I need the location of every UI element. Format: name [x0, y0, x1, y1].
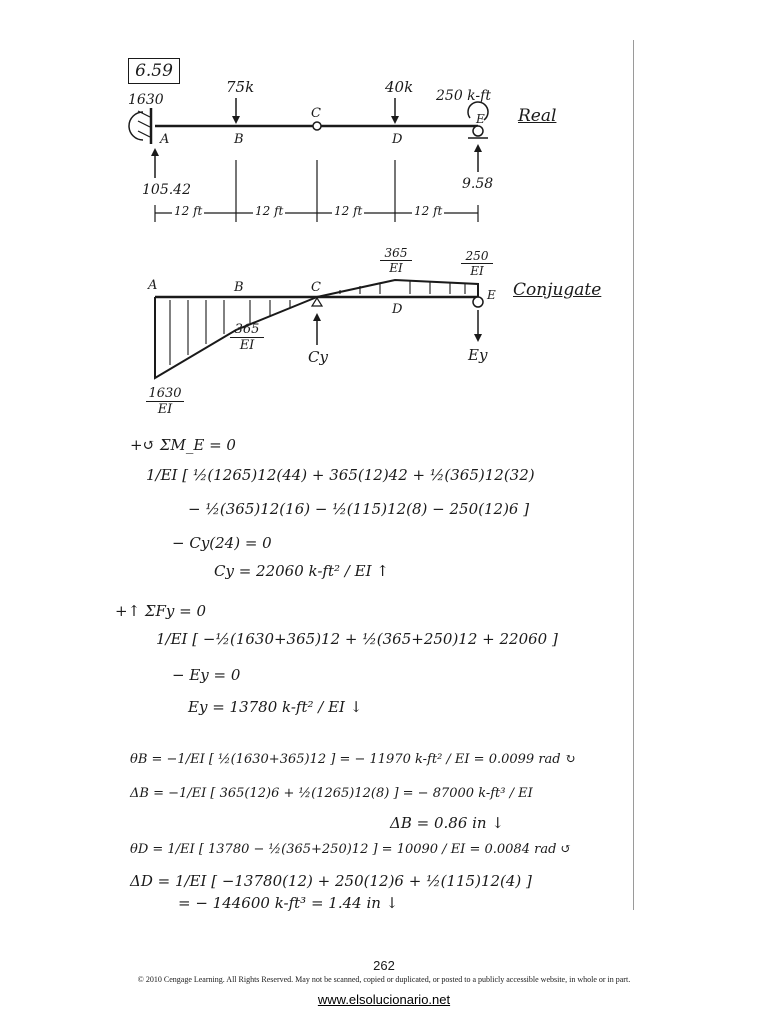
conj-load-365-b: 365 EI — [230, 322, 264, 353]
conj-load-1630: 1630 EI — [146, 386, 184, 417]
eq-delta-d: ΔD = 1/EI [ −13780(12) + 250(12)6 + ½(115)12(4) ] — [130, 872, 532, 890]
hinge-c — [313, 122, 321, 130]
roller-e — [473, 126, 483, 136]
eq-theta-b: θB = −1/EI [ ½(1630+365)12 ] = − 11970 k-ft² / EI = 0.0099 rad ↻ — [130, 752, 576, 767]
eq-force-line-1: 1/EI [ −½(1630+365)12 + ½(365+250)12 + 22060 ] — [156, 630, 558, 648]
span-cd: 12 ft — [334, 204, 363, 218]
label-load-75k: 75k — [226, 78, 255, 96]
eq-moment-line-2: − ½(365)12(16) − ½(115)12(8) − 250(12)6 ] — [188, 500, 530, 518]
conj-point-a: A — [148, 278, 158, 293]
conj-load-365-d: 365 EI — [380, 246, 412, 275]
eq-delta-b: ΔB = −1/EI [ 365(12)6 + ½(1265)12(8) ] = − 87000 k-ft³ / EI — [130, 786, 533, 801]
span-ab: 12 ft — [174, 204, 203, 218]
eq-ey-result: Ey = 13780 k-ft² / EI ↓ — [188, 698, 363, 716]
label-point-b: B — [234, 132, 244, 147]
reaction-e-value: 9.58 — [462, 176, 494, 192]
website-link[interactable]: www.elsolucionario.net — [317, 992, 451, 1007]
label-point-d: D — [392, 132, 403, 147]
eq-moment-line-1: 1/EI [ ½(1265)12(44) + 365(12)42 + ½(365)12(32) — [146, 466, 535, 484]
reaction-a-value: 105.42 — [142, 182, 191, 198]
eq-force-sum: +↑ ΣFy = 0 — [115, 602, 207, 620]
eq-delta-b-result: ΔB = 0.86 in ↓ — [390, 814, 504, 832]
page-number: 262 — [373, 958, 395, 973]
eq-theta-d: θD = 1/EI [ 13780 − ½(365+250)12 ] = 10090 / EI = 0.0084 rad ↺ — [130, 842, 572, 857]
conj-reaction-cy: Cy — [308, 348, 328, 366]
label-point-a: A — [160, 132, 170, 147]
label-load-40k: 40k — [385, 78, 414, 96]
conj-point-e: E — [487, 288, 496, 302]
conj-point-d: D — [392, 302, 403, 317]
label-real: Real — [518, 106, 557, 126]
conj-point-b: B — [234, 280, 244, 295]
span-bc: 12 ft — [255, 204, 284, 218]
eq-moment-sum: +↺ ΣM_E = 0 — [130, 436, 236, 454]
label-point-c: C — [311, 106, 321, 121]
label-point-e: E — [476, 112, 485, 126]
eq-cy-result: Cy = 22060 k-ft² / EI ↑ — [214, 562, 389, 580]
copyright-notice: © 2010 Cengage Learning. All Rights Reserved. May not be scanned, copied or duplicated, or posted to a publicly accessible website, in whole or in part. — [137, 975, 631, 984]
real-beam-diagram — [0, 0, 768, 440]
eq-moment-line-3: − Cy(24) = 0 — [172, 534, 272, 552]
conj-point-c: C — [311, 280, 321, 295]
label-moment-1630: 1630 — [128, 92, 164, 108]
label-conjugate: Conjugate — [513, 280, 602, 300]
conj-reaction-ey: Ey — [468, 346, 488, 364]
problem-number: 6.59 — [128, 58, 180, 84]
span-de: 12 ft — [414, 204, 443, 218]
eq-force-line-2: − Ey = 0 — [172, 666, 241, 684]
label-moment-250: 250 k-ft — [436, 88, 491, 104]
moment-1630-arrow — [129, 112, 143, 140]
eq-delta-d-result: = − 144600 k-ft³ = 1.44 in ↓ — [178, 894, 399, 912]
free-end-e — [473, 297, 483, 307]
conj-load-250-e: 250 EI — [461, 249, 493, 278]
conjugate-load-positive — [317, 280, 478, 297]
